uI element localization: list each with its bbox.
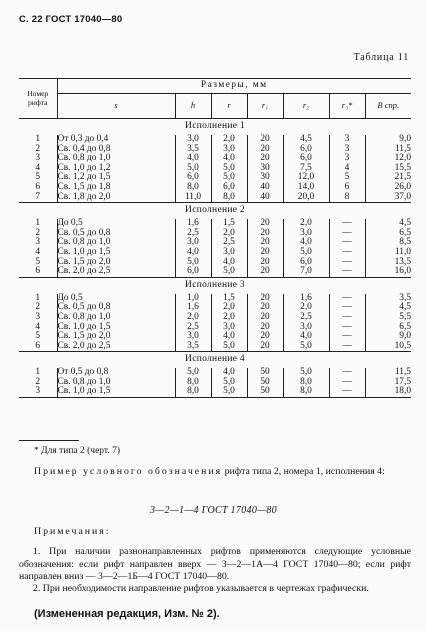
cell-s: Св. 1,8 до 2,0 [57, 193, 175, 203]
cell-h: 11,0 [175, 193, 211, 203]
cell-r2: 14,0 [283, 183, 329, 193]
cell-r: 2,0 [211, 135, 247, 145]
cell-r: 2,0 [211, 229, 247, 239]
cell-s: Св. 0,8 до 1,0 [57, 313, 175, 323]
table-group-title: Размеры, мм [57, 79, 411, 94]
cell-b: 4,5 [365, 303, 411, 313]
cell-b: 4,5 [365, 219, 411, 229]
example-lead-spaced: Пример условного обозначения [34, 466, 223, 477]
cell-r1: 20 [247, 294, 283, 304]
cell-r: 5,0 [211, 173, 247, 183]
cell-n: 1 [35, 292, 41, 303]
footnote-rule [19, 440, 79, 441]
cell-s: От 0,3 до 0,4 [57, 135, 175, 145]
cell-r3: 6 [329, 183, 365, 193]
cell-b: 10,5 [365, 342, 411, 352]
column-header-number [19, 79, 57, 119]
cell-n: 4 [35, 162, 41, 173]
cell-s: Св. 1,5 до 1,8 [57, 183, 175, 193]
section-title: Исполнение 2 [19, 203, 411, 220]
cell-s: Св. 2,0 до 2,5 [57, 267, 175, 277]
cell-b: 12,0 [365, 154, 411, 164]
column-header-r2: r₂ [283, 94, 329, 119]
column-header-s: s [57, 94, 175, 119]
cell-r1: 20 [247, 238, 283, 248]
cell-r: 5,0 [211, 164, 247, 174]
cell-h: 3,5 [175, 342, 211, 352]
cell-r1: 20 [247, 323, 283, 333]
cell-r2: 8,0 [283, 378, 329, 388]
cell-h: 1,6 [175, 219, 211, 229]
cell-r1: 20 [247, 303, 283, 313]
cell-r: 4,0 [211, 368, 247, 378]
cell-n: 3 [35, 311, 41, 322]
cell-b: 11,0 [365, 248, 411, 258]
cell-r3: — [329, 387, 365, 397]
cell-s: Св. 1,0 до 1,5 [57, 387, 175, 397]
cell-r3: — [329, 219, 365, 229]
cell-s: Св. 1,0 до 1,5 [57, 248, 175, 258]
cell-n: 2 [35, 143, 41, 154]
cell-r1: 20 [247, 248, 283, 258]
column-header-number-text: Номер рифта [27, 89, 49, 107]
cell-r3: — [329, 248, 365, 258]
cell-s: Св. 1,2 до 1,5 [57, 173, 175, 183]
cell-r2: 12,0 [283, 173, 329, 183]
cell-r1: 50 [247, 378, 283, 388]
cell-n: 1 [35, 367, 41, 378]
amendment-note: (Измененная редакция, Изм. № 2). [34, 608, 220, 620]
cell-h: 6,0 [175, 173, 211, 183]
cell-n: 5 [35, 331, 41, 342]
cell-r2: 7,5 [283, 164, 329, 174]
cell-r3: 3 [329, 135, 365, 145]
cell-r1: 20 [247, 229, 283, 239]
cell-r2: 4,0 [283, 332, 329, 342]
table-row [19, 387, 411, 397]
cell-r3: — [329, 294, 365, 304]
cell-h: 8,0 [175, 183, 211, 193]
notes-heading: Примечания: [34, 526, 111, 537]
cell-r1: 40 [247, 193, 283, 203]
dimensions-table [19, 78, 411, 398]
cell-r2: 7,0 [283, 267, 329, 277]
cell-r: 5,0 [211, 387, 247, 397]
cell-n: 6 [35, 266, 41, 277]
cell-b: 21,5 [365, 173, 411, 183]
cell-r2: 5,0 [283, 342, 329, 352]
cell-h: 8,0 [175, 387, 211, 397]
cell-b: 26,0 [365, 183, 411, 193]
cell-r2: 4,0 [283, 238, 329, 248]
table-row [19, 193, 411, 203]
cell-r: 5,0 [211, 342, 247, 352]
cell-r: 2,0 [211, 303, 247, 313]
cell-h: 5,0 [175, 164, 211, 174]
cell-h: 2,5 [175, 323, 211, 333]
cell-r2: 20,0 [283, 193, 329, 203]
cell-s: Св. 0,8 до 1,0 [57, 378, 175, 388]
cell-s: Св. 1,5 до 2,0 [57, 258, 175, 268]
cell-r: 4,0 [211, 154, 247, 164]
cell-r: 8,0 [211, 193, 247, 203]
table-body [19, 119, 411, 398]
cell-r2: 1,6 [283, 294, 329, 304]
cell-b: 6,5 [365, 323, 411, 333]
cell-r2: 2,5 [283, 313, 329, 323]
column-header-r3: r₃* [329, 94, 365, 119]
cell-n: 7 [35, 191, 41, 202]
table-row [19, 267, 411, 277]
section-title: Исполнение 1 [185, 121, 245, 132]
cell-h: 1,0 [175, 294, 211, 304]
cell-s: Св. 1,0 до 1,5 [57, 323, 175, 333]
cell-h: 8,0 [175, 378, 211, 388]
cell-r3: — [329, 229, 365, 239]
cell-h: 1,6 [175, 303, 211, 313]
cell-h: 5,0 [175, 258, 211, 268]
cell-r2: 8,0 [283, 387, 329, 397]
cell-r3: 3 [329, 154, 365, 164]
cell-r: 2,0 [211, 313, 247, 323]
cell-h: 2,5 [175, 229, 211, 239]
cell-b: 9,0 [365, 332, 411, 342]
cell-r: 2,5 [211, 238, 247, 248]
table-caption: Таблица 11 [353, 52, 409, 63]
cell-r1: 20 [247, 219, 283, 229]
cell-n: 1 [35, 134, 41, 144]
cell-r2: 2,0 [283, 303, 329, 313]
cell-n: 6 [35, 181, 41, 192]
cell-r2: 5,0 [283, 368, 329, 378]
column-header-b: B спр. [365, 94, 411, 119]
page-header: С. 22 ГОСТ 17040—80 [19, 14, 123, 25]
cell-h: 2,0 [175, 313, 211, 323]
cell-b: 6,5 [365, 229, 411, 239]
cell-s: Св. 0,8 до 1,0 [57, 154, 175, 164]
cell-s: До 0,5 [57, 219, 175, 229]
cell-h: 3,5 [175, 145, 211, 155]
cell-h: 4,0 [175, 154, 211, 164]
cell-b: 15,5 [365, 164, 411, 174]
table-row [19, 342, 411, 352]
cell-r2: 6,0 [283, 145, 329, 155]
cell-r2: 6,0 [283, 154, 329, 164]
cell-r: 3,0 [211, 145, 247, 155]
cell-r3: 5 [329, 173, 365, 183]
cell-r3: — [329, 238, 365, 248]
cell-s: Св. 1,5 до 2,0 [57, 332, 175, 342]
cell-n: 6 [35, 340, 41, 351]
cell-r3: 3 [329, 145, 365, 155]
note-1: 1. При наличии разнонаправленных рифтов применяются следующие условные обозначения: если рифт направлен вверх — 3—2—1А—4 ГОСТ 17040—80; если рифт направлен вниз — 3—2—1Б—4 ГОСТ 17040—80. [19, 546, 411, 582]
cell-r1: 20 [247, 332, 283, 342]
cell-r3: — [329, 332, 365, 342]
cell-r1: 30 [247, 164, 283, 174]
cell-r: 4,0 [211, 258, 247, 268]
example-lead-rest: рифта типа 2, номера 1, исполнения 4: [222, 466, 385, 477]
cell-h: 3,0 [175, 238, 211, 248]
cell-n: 2 [35, 227, 41, 238]
cell-r3: — [329, 323, 365, 333]
cell-r1: 30 [247, 173, 283, 183]
example-designation: 3—2—1—4 ГОСТ 17040—80 [150, 505, 277, 516]
section-heading-row [19, 277, 411, 294]
footnote: * Для типа 2 (черт. 7) [34, 446, 121, 456]
cell-r3: 8 [329, 193, 365, 203]
cell-h: 3,0 [175, 332, 211, 342]
cell-n: 3 [35, 237, 41, 248]
column-header-h: h [175, 94, 211, 119]
cell-b: 9,0 [365, 135, 411, 145]
cell-b: 5,5 [365, 313, 411, 323]
cell-n: 2 [35, 376, 41, 387]
cell-h: 6,0 [175, 267, 211, 277]
cell-b: 17,5 [365, 378, 411, 388]
cell-r1: 20 [247, 313, 283, 323]
cell-n: 3 [19, 387, 57, 397]
cell-s: Св. 1,0 до 1,2 [57, 164, 175, 174]
cell-r3: — [329, 378, 365, 388]
section-heading-row [19, 119, 411, 136]
cell-n: 4 [35, 246, 41, 257]
cell-r3: — [329, 303, 365, 313]
section-title: Исполнение 4 [19, 352, 411, 369]
cell-r: 3,0 [211, 323, 247, 333]
cell-r1: 40 [247, 183, 283, 193]
cell-n: 3 [35, 153, 41, 164]
cell-r3: 4 [329, 164, 365, 174]
cell-r1: 20 [247, 145, 283, 155]
cell-r: 3,0 [211, 248, 247, 258]
cell-b: 11,5 [365, 145, 411, 155]
cell-h: 3,0 [175, 135, 211, 145]
example-lead [34, 466, 410, 479]
cell-r1: 50 [247, 368, 283, 378]
cell-b: 16,0 [365, 267, 411, 277]
cell-b: 13,5 [365, 258, 411, 268]
cell-b: 37,0 [365, 193, 411, 203]
cell-r3: — [329, 368, 365, 378]
cell-r3: — [329, 267, 365, 277]
cell-r: 6,0 [211, 183, 247, 193]
cell-r: 1,5 [211, 294, 247, 304]
cell-r1: 20 [247, 267, 283, 277]
cell-b: 11,5 [365, 368, 411, 378]
cell-s: Св. 2,0 до 2,5 [57, 342, 175, 352]
cell-r1: 20 [247, 154, 283, 164]
cell-r2: 2,0 [283, 219, 329, 229]
cell-r2: 6,0 [283, 258, 329, 268]
section-title: Исполнение 3 [19, 277, 411, 294]
note-2: 2. При необходимости направление рифтов указывается в чертежах графически. [33, 583, 369, 594]
cell-s: Св. 0,5 до 0,8 [57, 229, 175, 239]
cell-r3: — [329, 258, 365, 268]
column-header-r1: r₁ [247, 94, 283, 119]
cell-b: 3,5 [365, 294, 411, 304]
cell-r2: 3,0 [283, 229, 329, 239]
cell-h: 5,0 [175, 368, 211, 378]
column-header-r: r [211, 94, 247, 119]
cell-r: 4,0 [211, 332, 247, 342]
cell-r2: 5,0 [283, 248, 329, 258]
cell-h: 4,0 [175, 248, 211, 258]
section-heading-row [19, 203, 411, 220]
cell-s: До 0,5 [57, 294, 175, 304]
cell-n: 4 [35, 321, 41, 332]
cell-r1: 20 [247, 342, 283, 352]
cell-r1: 50 [247, 387, 283, 397]
cell-r2: 3,0 [283, 323, 329, 333]
cell-n: 5 [35, 172, 41, 183]
cell-b: 8,5 [365, 238, 411, 248]
cell-r: 5,0 [211, 267, 247, 277]
section-heading-row [19, 352, 411, 369]
cell-n: 5 [35, 256, 41, 267]
cell-s: Св. 0,8 до 1,0 [57, 238, 175, 248]
cell-r1: 20 [247, 258, 283, 268]
cell-s: От 0,5 до 0,8 [57, 368, 175, 378]
cell-r2: 4,5 [283, 135, 329, 145]
cell-r1: 20 [247, 135, 283, 145]
cell-b: 18,0 [365, 387, 411, 397]
cell-n: 1 [35, 218, 41, 229]
cell-r3: — [329, 342, 365, 352]
cell-r: 1,5 [211, 219, 247, 229]
cell-n: 2 [35, 302, 41, 313]
cell-s: Св. 0,4 до 0,8 [57, 145, 175, 155]
cell-r: 5,0 [211, 378, 247, 388]
cell-r3: — [329, 313, 365, 323]
cell-s: Св. 0,5 до 0,8 [57, 303, 175, 313]
